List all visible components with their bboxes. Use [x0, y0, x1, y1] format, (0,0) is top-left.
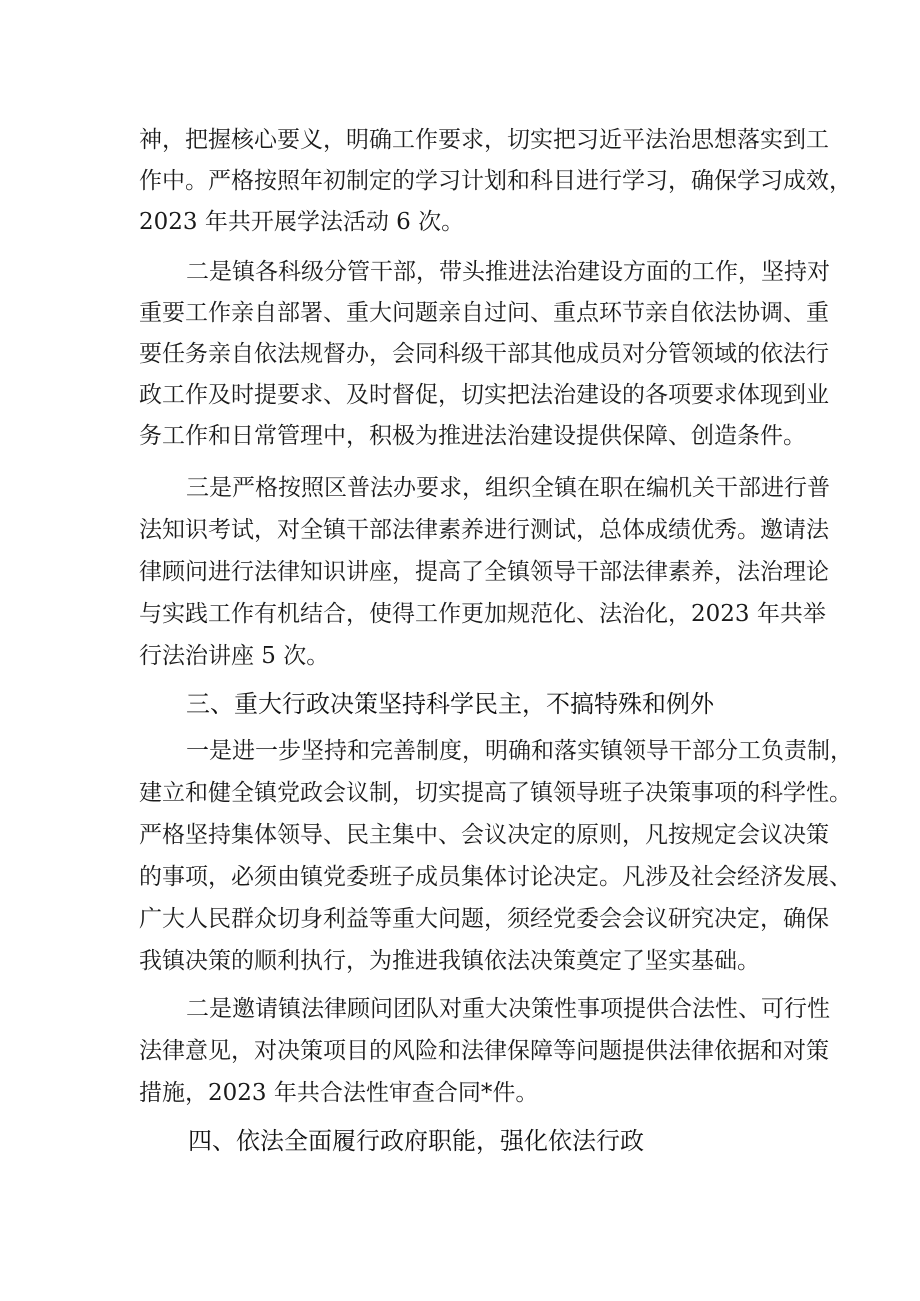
- paragraph-line: 二是邀请镇法律顾问团队对重大决策性事项提供合法性、可行性: [186, 996, 830, 1022]
- paragraph-line: 的事项，必须由镇党委班子成员集体讨论决定。凡涉及社会经济发展、: [139, 864, 852, 890]
- paragraph-line: 措施，2023 年共合法性审查合同*件。: [139, 1080, 539, 1106]
- paragraph-line: 一是进一步坚持和完善制度，明确和落实镇领导干部分工负责制，: [186, 738, 853, 764]
- section-heading: 三、重大行政决策坚持科学民主，不搞特殊和例外: [186, 690, 714, 718]
- paragraph-line: 要任务亲自依法规督办，会同科级干部其他成员对分管领域的依法行: [139, 341, 829, 367]
- paragraph-line: 建立和健全镇党政会议制，切实提高了镇领导班子决策事项的科学性。: [139, 780, 852, 806]
- paragraph-line: 二是镇各科级分管干部，带头推进法治建设方面的工作，坚持对: [186, 259, 830, 285]
- paragraph-line: 广大人民群众切身利益等重大问题，须经党委会会议研究决定，确保: [139, 906, 829, 932]
- paragraph-line: 严格坚持集体领导、民主集中、会议决定的原则，凡按规定会议决策: [139, 822, 829, 848]
- paragraph-line: 务工作和日常管理中，积极为推进法治建设提供保障、创造条件。: [139, 423, 806, 449]
- paragraph-line: 行法治讲座 5 次。: [139, 643, 330, 669]
- paragraph-line: 与实践工作有机结合，使得工作更加规范化、法治化，2023 年共举: [139, 601, 826, 627]
- paragraph-line: 作中。严格按照年初制定的学习计划和科目进行学习，确保学习成效，: [139, 168, 852, 194]
- paragraph-line: 神，把握核心要义，明确工作要求，切实把习近平法治思想落实到工: [139, 127, 829, 153]
- paragraph-line: 2023 年共开展学法活动 6 次。: [139, 209, 465, 235]
- paragraph-line: 律顾问进行法律知识讲座，提高了全镇领导干部法律素养，法治理论: [139, 559, 829, 585]
- paragraph-line: 政工作及时提要求、及时督促，切实把法治建设的各项要求体现到业: [139, 382, 829, 408]
- section-heading: 四、依法全面履行政府职能，强化依法行政: [188, 1127, 644, 1155]
- paragraph-line: 三是严格按照区普法办要求，组织全镇在职在编机关干部进行普: [186, 475, 830, 501]
- paragraph-line: 法知识考试，对全镇干部法律素养进行测试，总体成绩优秀。邀请法: [139, 517, 829, 543]
- paragraph-line: 法律意见，对决策项目的风险和法律保障等问题提供法律依据和对策: [139, 1038, 829, 1064]
- paragraph-line: 我镇决策的顺利执行，为推进我镇依法决策奠定了坚实基础。: [139, 948, 760, 974]
- paragraph-line: 重要工作亲自部署、重大问题亲自过问、重点环节亲自依法协调、重: [139, 300, 829, 326]
